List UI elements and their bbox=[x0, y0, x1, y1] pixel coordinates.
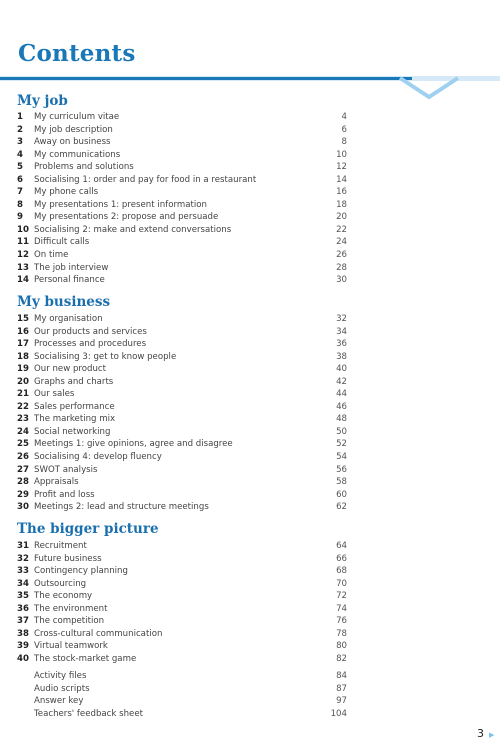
toc-entry-page: 8 bbox=[341, 137, 347, 148]
toc-entry bbox=[17, 565, 347, 578]
toc-entry-page: 70 bbox=[336, 578, 347, 589]
toc-entry-page: 26 bbox=[336, 250, 347, 261]
toc-entry-title: Future business bbox=[34, 553, 102, 564]
toc-entry-page: 32 bbox=[336, 314, 347, 324]
toc-entry bbox=[17, 326, 347, 339]
toc-entry-title: My communications bbox=[34, 149, 121, 160]
toc-entry-number: 30 bbox=[17, 502, 29, 513]
section-heading-bigger-picture: The bigger picture bbox=[17, 521, 159, 537]
toc-entry-page: 84 bbox=[336, 671, 347, 681]
toc-entry-number: 7 bbox=[17, 187, 23, 198]
toc-entry-number: 18 bbox=[17, 351, 29, 362]
toc-entry bbox=[17, 161, 347, 174]
toc-entry-title: Problems and solutions bbox=[34, 162, 134, 173]
toc-entry bbox=[17, 236, 347, 249]
toc-entry-page: 14 bbox=[336, 174, 347, 185]
toc-entry-page: 60 bbox=[336, 489, 347, 500]
toc-entry bbox=[17, 590, 347, 603]
toc-entry-title: Answer key bbox=[34, 696, 84, 707]
chevron-right-icon: ▶ bbox=[489, 731, 495, 739]
toc-entry-number: 27 bbox=[17, 464, 29, 475]
toc-entry-title: My phone calls bbox=[34, 187, 99, 198]
toc-entry-page: 40 bbox=[336, 364, 347, 375]
toc-entry bbox=[17, 224, 347, 237]
toc-entry-number: 13 bbox=[17, 262, 29, 273]
toc-list-my-job bbox=[17, 111, 347, 287]
toc-entry-title: Socialising 1: order and pay for food in a restaurant bbox=[34, 174, 257, 185]
toc-entry bbox=[17, 124, 347, 137]
toc-entry-title: Outsourcing bbox=[34, 578, 87, 589]
toc-entry bbox=[17, 553, 347, 566]
toc-entry bbox=[17, 249, 347, 262]
toc-entry-number: 26 bbox=[17, 452, 29, 463]
toc-entry bbox=[17, 540, 347, 553]
section-heading-my-job: My job bbox=[17, 93, 68, 109]
toc-entry-page: 76 bbox=[336, 616, 347, 627]
toc-entry-number: 36 bbox=[17, 603, 29, 614]
toc-entry-number: 6 bbox=[17, 174, 23, 185]
toc-entry-number: 19 bbox=[17, 364, 29, 375]
toc-entry-number: 39 bbox=[17, 641, 29, 652]
toc-entry-number: 34 bbox=[17, 578, 29, 589]
toc-entry-number: 28 bbox=[17, 477, 29, 488]
toc-entry bbox=[17, 501, 347, 514]
toc-list-bigger-picture bbox=[17, 540, 347, 665]
toc-entry-title: Meetings 1: give opinions, agree and disagree bbox=[34, 439, 233, 450]
toc-entry-page: 18 bbox=[336, 199, 347, 210]
toc-entry-title: The competition bbox=[34, 616, 105, 627]
toc-entry-number: 31 bbox=[17, 541, 29, 551]
toc-entry-page: 104 bbox=[330, 708, 347, 719]
toc-entry-title: Our new product bbox=[34, 364, 107, 375]
toc-entry-number: 8 bbox=[17, 199, 23, 210]
toc-entry-title: Appraisals bbox=[34, 477, 79, 488]
toc-entry bbox=[17, 695, 347, 708]
toc-entry bbox=[17, 670, 347, 683]
toc-entry bbox=[17, 476, 347, 489]
toc-entry-page: 30 bbox=[336, 275, 347, 286]
toc-entry-page: 62 bbox=[336, 502, 347, 513]
toc-entry-page: 28 bbox=[336, 262, 347, 273]
toc-entry-number: 23 bbox=[17, 414, 29, 425]
toc-entry-title: Teachers' feedback sheet bbox=[34, 708, 143, 719]
toc-entry bbox=[17, 174, 347, 187]
toc-entry bbox=[17, 351, 347, 364]
toc-entry bbox=[17, 401, 347, 414]
toc-entry bbox=[17, 313, 347, 326]
toc-entry-title: The job interview bbox=[34, 262, 109, 273]
toc-entry-title: The environment bbox=[34, 603, 108, 614]
toc-entry bbox=[17, 111, 347, 124]
toc-entry bbox=[17, 683, 347, 696]
toc-entry-page: 78 bbox=[336, 628, 347, 639]
toc-entry-number: 4 bbox=[17, 149, 23, 160]
toc-entry-number: 29 bbox=[17, 489, 29, 500]
toc-entry-title: Difficult calls bbox=[34, 237, 90, 248]
toc-entry-number: 5 bbox=[17, 162, 23, 173]
toc-entry bbox=[17, 578, 347, 591]
toc-entry-title: Contingency planning bbox=[34, 566, 128, 577]
toc-entry-number: 3 bbox=[17, 137, 23, 148]
toc-entry-number: 14 bbox=[17, 275, 29, 286]
toc-entry bbox=[17, 438, 347, 451]
toc-entry bbox=[17, 274, 347, 287]
toc-entry-title: Processes and procedures bbox=[34, 339, 147, 350]
toc-entry-page: 58 bbox=[336, 477, 347, 488]
toc-entry-page: 46 bbox=[336, 401, 347, 412]
toc-entry-title: Profit and loss bbox=[34, 489, 95, 500]
toc-entry bbox=[17, 388, 347, 401]
page-title: Contents bbox=[18, 40, 136, 67]
toc-entry-page: 34 bbox=[336, 326, 347, 337]
toc-entry bbox=[17, 653, 347, 666]
toc-entry-title: Activity files bbox=[34, 671, 87, 681]
toc-entry-title: Recruitment bbox=[34, 541, 87, 551]
toc-entry-title: Graphs and charts bbox=[34, 376, 114, 387]
toc-entry-title: Our sales bbox=[34, 389, 75, 400]
toc-entry-title: Away on business bbox=[34, 137, 111, 148]
toc-entry-number: 11 bbox=[17, 237, 29, 248]
toc-entry-title: My curriculum vitae bbox=[34, 112, 120, 122]
toc-extras-list bbox=[17, 670, 347, 720]
toc-entry-page: 66 bbox=[336, 553, 347, 564]
toc-entry-page: 68 bbox=[336, 566, 347, 577]
toc-entry-title: Socialising 4: develop fluency bbox=[34, 452, 162, 463]
toc-list-my-business bbox=[17, 313, 347, 514]
header-rule-dark bbox=[0, 77, 412, 80]
toc-entry-page: 20 bbox=[336, 212, 347, 223]
toc-entry-title: Social networking bbox=[34, 426, 111, 437]
header-rule bbox=[0, 70, 500, 110]
toc-entry-number: 22 bbox=[17, 401, 29, 412]
toc-entry bbox=[17, 262, 347, 275]
toc-entry bbox=[17, 211, 347, 224]
toc-entry-page: 50 bbox=[336, 426, 347, 437]
toc-entry-page: 80 bbox=[336, 641, 347, 652]
toc-entry-number: 12 bbox=[17, 250, 29, 261]
toc-entry-title: Socialising 3: get to know people bbox=[34, 351, 177, 362]
toc-entry-number: 24 bbox=[17, 426, 29, 437]
toc-entry-page: 22 bbox=[336, 224, 347, 235]
toc-entry-title: Personal finance bbox=[34, 275, 105, 286]
toc-entry-number: 17 bbox=[17, 339, 29, 350]
toc-entry-page: 10 bbox=[336, 149, 347, 160]
toc-entry bbox=[17, 376, 347, 389]
toc-entry-page: 74 bbox=[336, 603, 347, 614]
toc-entry bbox=[17, 149, 347, 162]
toc-entry-page: 12 bbox=[336, 162, 347, 173]
toc-entry-title: Sales performance bbox=[34, 401, 115, 412]
toc-entry bbox=[17, 186, 347, 199]
toc-entry bbox=[17, 363, 347, 376]
toc-entry-number: 20 bbox=[17, 376, 29, 387]
toc-entry-number: 40 bbox=[17, 653, 29, 664]
toc-entry bbox=[17, 338, 347, 351]
toc-entry-page: 38 bbox=[336, 351, 347, 362]
toc-entry-page: 16 bbox=[336, 187, 347, 198]
toc-entry-number: 9 bbox=[17, 212, 23, 223]
toc-entry bbox=[17, 451, 347, 464]
toc-entry-title: My presentations 2: propose and persuade bbox=[34, 212, 219, 223]
toc-entry-title: On time bbox=[34, 250, 69, 261]
toc-entry-page: 44 bbox=[336, 389, 347, 400]
toc-entry-title: Virtual teamwork bbox=[34, 641, 108, 652]
toc-entry bbox=[17, 413, 347, 426]
toc-entry-number: 33 bbox=[17, 566, 29, 577]
toc-entry-number: 10 bbox=[17, 224, 29, 235]
toc-entry bbox=[17, 603, 347, 616]
page-number: 3 bbox=[477, 727, 484, 740]
toc-entry-title: The economy bbox=[34, 591, 93, 602]
toc-entry-title: My job description bbox=[34, 124, 113, 135]
toc-entry-page: 36 bbox=[336, 339, 347, 350]
toc-entry bbox=[17, 628, 347, 641]
toc-entry-title: Cross-cultural communication bbox=[34, 628, 163, 639]
toc-entry-number: 37 bbox=[17, 616, 29, 627]
toc-entry-title: Socialising 2: make and extend conversations bbox=[34, 224, 232, 235]
toc-entry-page: 52 bbox=[336, 439, 347, 450]
toc-entry-number: 35 bbox=[17, 591, 29, 602]
toc-entry bbox=[17, 708, 347, 721]
toc-entry bbox=[17, 615, 347, 628]
toc-entry bbox=[17, 199, 347, 212]
toc-entry-title: Our products and services bbox=[34, 326, 147, 337]
toc-entry-title: Audio scripts bbox=[34, 683, 90, 694]
toc-entry bbox=[17, 426, 347, 439]
toc-entry-page: 56 bbox=[336, 464, 347, 475]
toc-entry-number: 16 bbox=[17, 326, 29, 337]
toc-entry-page: 97 bbox=[336, 696, 347, 707]
toc-entry-number: 25 bbox=[17, 439, 29, 450]
toc-entry-title: My organisation bbox=[34, 314, 103, 324]
toc-entry-number: 1 bbox=[17, 112, 23, 122]
toc-entry-page: 4 bbox=[341, 112, 347, 122]
toc-entry-page: 87 bbox=[336, 683, 347, 694]
toc-entry-title: The stock-market game bbox=[34, 653, 137, 664]
toc-entry-number: 38 bbox=[17, 628, 29, 639]
toc-entry-page: 42 bbox=[336, 376, 347, 387]
toc-entry-page: 82 bbox=[336, 653, 347, 664]
toc-entry-page: 24 bbox=[336, 237, 347, 248]
toc-entry-page: 72 bbox=[336, 591, 347, 602]
toc-entry-page: 64 bbox=[336, 541, 347, 551]
toc-entry-title: The marketing mix bbox=[34, 414, 116, 425]
toc-entry bbox=[17, 464, 347, 477]
toc-entry-number: 15 bbox=[17, 314, 29, 324]
toc-entry bbox=[17, 640, 347, 653]
toc-entry bbox=[17, 136, 347, 149]
toc-entry-title: SWOT analysis bbox=[34, 464, 98, 475]
toc-entry bbox=[17, 489, 347, 502]
toc-entry-number: 2 bbox=[17, 124, 23, 135]
toc-entry-page: 6 bbox=[341, 124, 347, 135]
toc-entry-number: 32 bbox=[17, 553, 29, 564]
section-heading-my-business: My business bbox=[17, 294, 111, 310]
toc-entry-title: My presentations 1: present information bbox=[34, 199, 207, 210]
toc-entry-page: 48 bbox=[336, 414, 347, 425]
toc-entry-number: 21 bbox=[17, 389, 29, 400]
toc-entry-title: Meetings 2: lead and structure meetings bbox=[34, 502, 209, 513]
toc-entry-page: 54 bbox=[336, 452, 347, 463]
